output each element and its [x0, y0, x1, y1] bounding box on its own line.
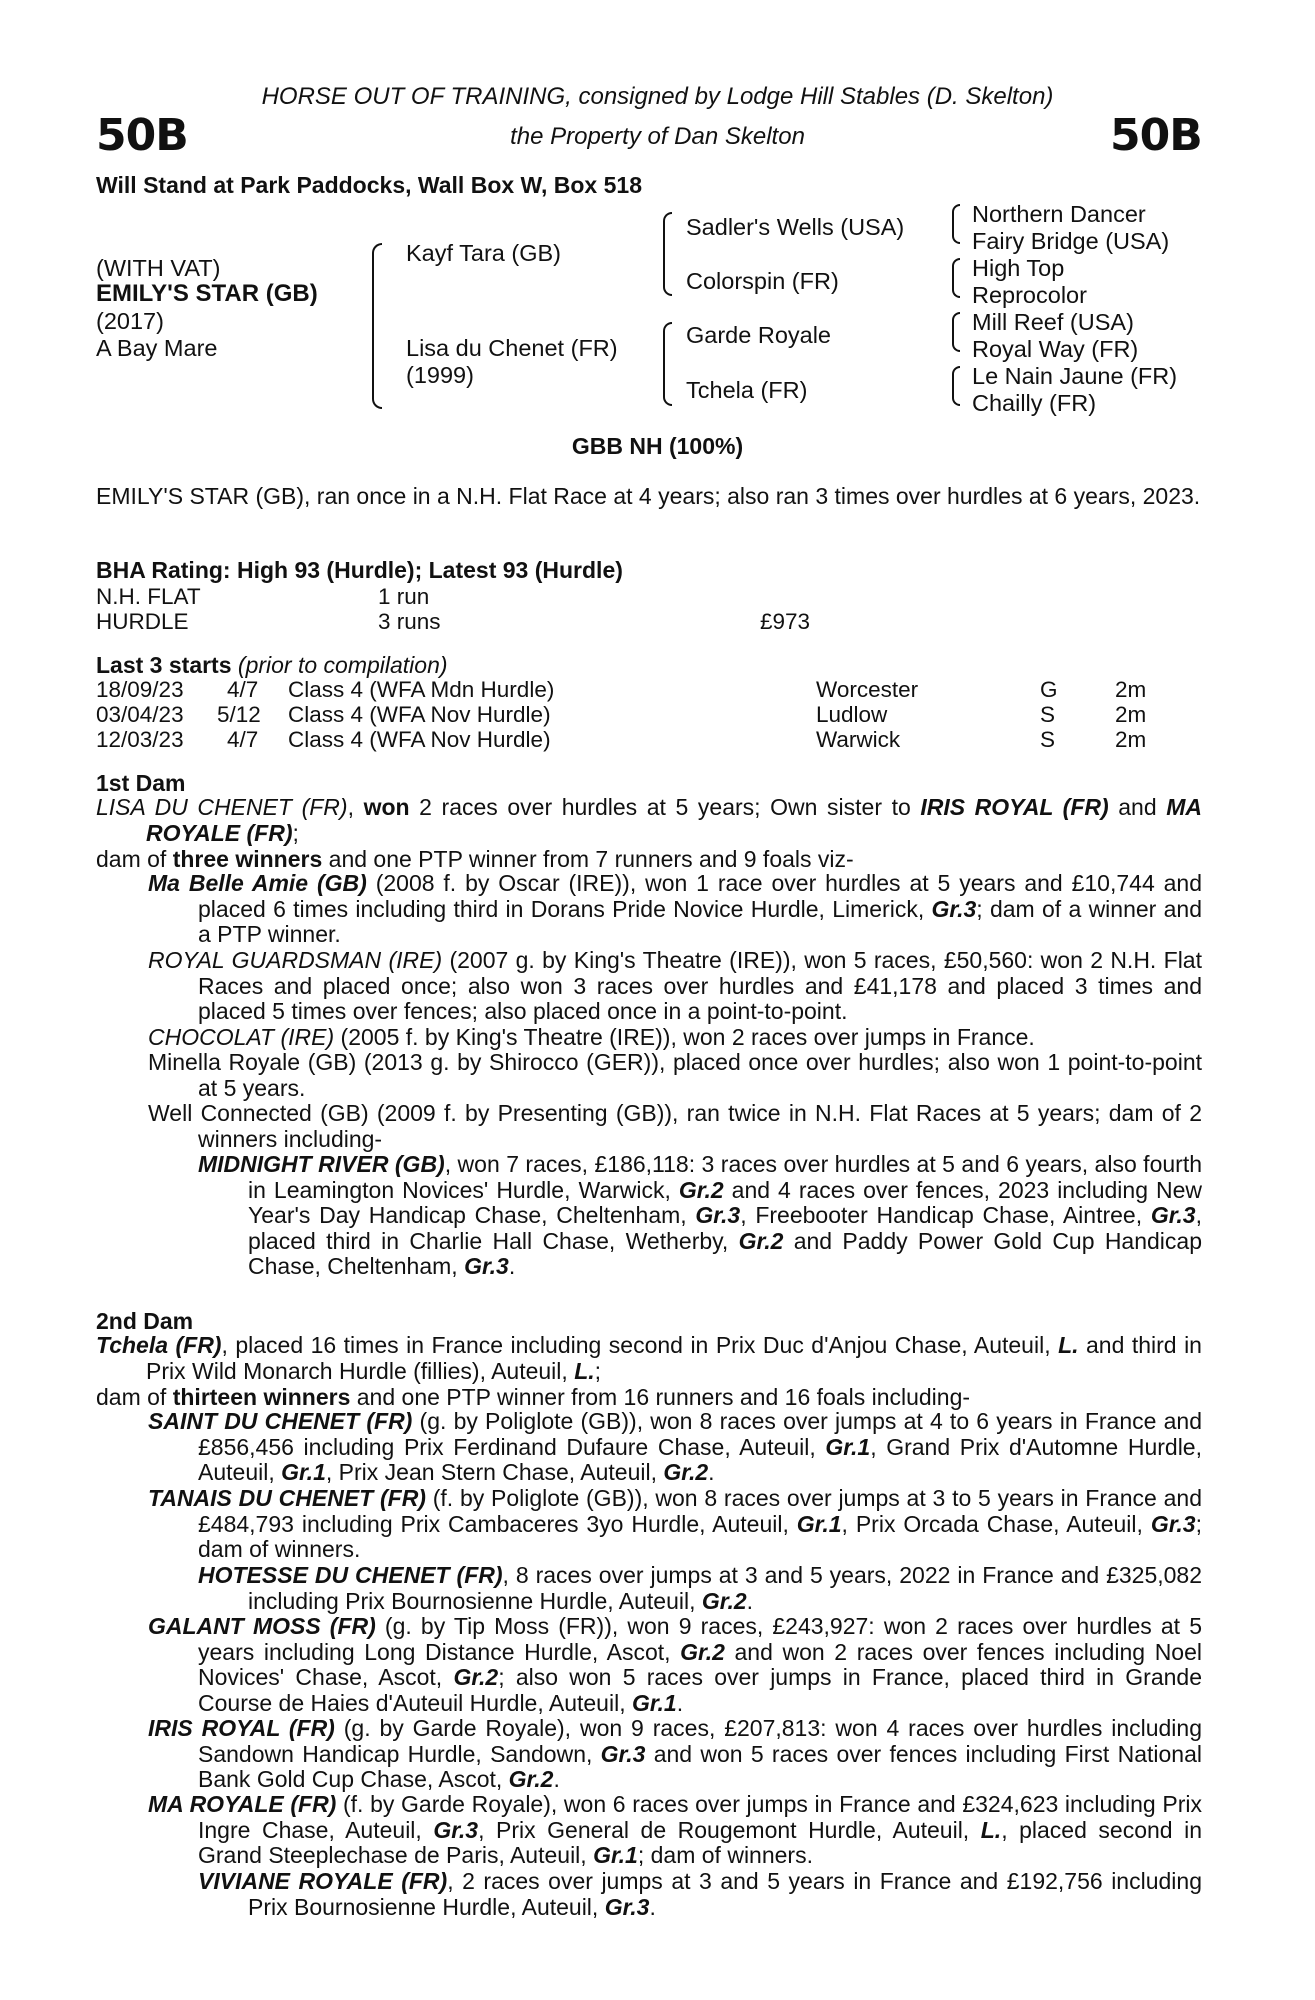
produce-name: SAINT DU CHENET (FR): [148, 1408, 413, 1434]
text: and one PTP winner from 16 runners and 16 foals including-: [350, 1384, 971, 1410]
winners-count: thirteen winners: [172, 1384, 351, 1410]
grade-label: Gr.1: [825, 1433, 871, 1460]
produce-name: ROYAL GUARDSMAN (IRE): [148, 947, 443, 973]
grade-label: Gr.3: [1150, 1510, 1196, 1537]
grade-label: Gr.3: [464, 1253, 509, 1279]
produce-name: MIDNIGHT RIVER (GB): [198, 1151, 445, 1177]
text: (g. by Tip Moss (FR)), won 9 races, £243,927: won 2 races over hurdles at 5 years including Long Distance Hurdle, Ascot,: [198, 1613, 1202, 1665]
text: , placed second in Grand Steeplechase de Paris, Auteuil,: [198, 1816, 1203, 1868]
produce-entry: [148, 1716, 1202, 1793]
start-going: G: [1040, 677, 1058, 702]
start-course: Warwick: [816, 727, 901, 752]
second-dam-heading: 2nd Dam: [96, 1308, 194, 1334]
text: (f. by Poliglote (GB)), won 8 races over jumps at 3 to 5 years in France and £484,793 including Prix Cambaceres 3yo Hurdle, Auteuil,: [198, 1485, 1202, 1537]
produce-entry: [148, 1792, 1202, 1869]
pedigree-sire: Kayf Tara (GB): [406, 240, 561, 266]
text: ;: [292, 819, 299, 846]
produce-entry: [148, 1025, 1202, 1051]
start-distance: 2m: [1115, 677, 1147, 702]
grade-label: Gr.2: [701, 1587, 747, 1614]
produce-entry: [148, 948, 1202, 1025]
start-date: 12/03/23: [96, 727, 184, 752]
grade-label: Gr.3: [1150, 1202, 1196, 1228]
produce-entry: [198, 1869, 1202, 1920]
rating-type: HURDLE: [96, 609, 189, 634]
pedigree-sss: Northern Dancer: [972, 201, 1146, 227]
start-date: 03/04/23: [96, 702, 184, 727]
start-race: Class 4 (WFA Mdn Hurdle): [288, 677, 555, 702]
grade-label: Gr.3: [604, 1893, 650, 1920]
text: (2008 f. by Oscar (IRE)), won 1 race over hurdles at 5 years and £10,744 and placed 6 times including third in Dorans Pride Novice Hurdle, Limerick,: [198, 870, 1202, 922]
brace-ss: [952, 204, 960, 244]
pedigree-dsd: Royal Way (FR): [972, 336, 1139, 362]
produce-entry: [148, 1486, 1202, 1563]
brace-main: [372, 243, 382, 409]
first-dam-intro: [96, 795, 1202, 846]
listed-label: L.: [574, 1357, 595, 1384]
text: , placed 16 times in France including second in Prix Duc d'Anjou Chase, Auteuil,: [221, 1332, 1059, 1358]
pedigree-sds: High Top: [972, 255, 1065, 281]
property-line: the Property of Dan Skelton: [510, 123, 805, 150]
text: and one PTP winner from 7 runners and 9 foals viz-: [322, 846, 854, 872]
sibling-name: MA ROYALE (FR): [146, 794, 1202, 846]
pedigree-sire-dam: Colorspin (FR): [686, 268, 839, 294]
start-race: Class 4 (WFA Nov Hurdle): [288, 702, 551, 727]
produce-entry: [148, 871, 1202, 948]
text: , 2 races over jumps at 3 and 5 years in France and £192,756 including Prix Bournosienne Hurdle, Auteuil,: [248, 1868, 1202, 1920]
summary: [96, 484, 1202, 510]
sibling-name: IRIS ROYAL (FR): [920, 794, 1109, 820]
start-race: Class 4 (WFA Nov Hurdle): [288, 727, 551, 752]
text: , won 7 races, £186,118: 3 races over hurdles at 5 and 6 years, also fourth in Leamington Novices' Hurdle, Warwick,: [248, 1151, 1202, 1203]
text: ,: [347, 794, 364, 820]
text: ; dam of winners.: [198, 1510, 1202, 1562]
start-course: Ludlow: [816, 702, 888, 727]
rating-type: N.H. FLAT: [96, 584, 201, 609]
start-position: 5/12: [217, 702, 261, 727]
pedigree-dam: Lisa du Chenet (FR): [406, 335, 618, 361]
brace-dam: [663, 322, 672, 406]
text: .: [746, 1587, 754, 1614]
start-going: S: [1040, 727, 1056, 752]
listed-label: L.: [980, 1816, 1002, 1843]
produce-entry: [198, 1152, 1202, 1280]
text: dam of: [96, 846, 173, 872]
pedigree-sire-sire: Sadler's Wells (USA): [686, 214, 905, 240]
produce-name: IRIS ROYAL (FR): [148, 1715, 335, 1741]
pedigree-dam-dam: Tchela (FR): [686, 377, 808, 403]
last-starts-note: (prior to compilation): [237, 652, 448, 678]
text: ; dam of winners.: [637, 1842, 813, 1868]
brace-dd: [952, 366, 960, 406]
brace-sire: [663, 212, 672, 296]
pedigree-dam-year: (1999): [406, 362, 474, 388]
last-starts-heading: [96, 652, 448, 679]
grade-label: Gr.2: [453, 1664, 499, 1690]
grade-label: Gr.1: [281, 1459, 326, 1485]
grade-label: Gr.2: [663, 1459, 709, 1485]
winners-count: three winners: [172, 846, 323, 872]
grade-label: Gr.2: [738, 1227, 784, 1254]
pedigree-sdd: Reprocolor: [972, 282, 1087, 308]
text: ;: [594, 1357, 602, 1384]
lot-number-right: 50B: [1110, 110, 1202, 161]
text: (f. by Garde Royale), won 6 races over jumps in France and £324,623 including Prix Ingre Chase, Auteuil,: [198, 1791, 1202, 1843]
produce-entry: [148, 1614, 1202, 1716]
won-label: won: [363, 794, 410, 820]
text: (2007 g. by King's Theatre (IRE)), won 5 races, £50,560: won 2 N.H. Flat Races and placed once; also won 3 races over hurdles and £41,178 and placed 3 times and placed 5 times over fences; also placed once in a point-to-point.: [198, 947, 1202, 1024]
listed-label: L.: [1058, 1332, 1079, 1358]
last-starts-title: Last 3 starts: [96, 652, 232, 678]
rating-runs: 3 runs: [378, 609, 441, 634]
stand-line: Will Stand at Park Paddocks, Wall Box W, Box 518: [96, 172, 642, 198]
produce-name: MA ROYALE (FR): [148, 1791, 337, 1817]
text: (g. by Garde Royale), won 9 races, £207,813: won 4 races over hurdles including Sandown Handicap Hurdle, Sandown,: [198, 1715, 1202, 1767]
text: .: [508, 1253, 516, 1279]
text: .: [649, 1893, 656, 1920]
gbb-rating: GBB NH (100%): [571, 433, 744, 459]
pedigree-dds: Le Nain Jaune (FR): [972, 363, 1178, 389]
produce-name: TANAIS DU CHENET (FR): [148, 1485, 426, 1511]
lot-number-left: 50B: [96, 110, 188, 161]
rating-prize: £973: [760, 609, 811, 634]
bha-rating-heading: BHA Rating: High 93 (Hurdle); Latest 93 (Hurdle): [96, 557, 623, 583]
text: , Prix General de Rougemont Hurdle, Auteuil,: [478, 1816, 981, 1843]
pedigree-dam-sire: Garde Royale: [686, 322, 831, 348]
pedigree-ssd: Fairy Bridge (USA): [972, 228, 1170, 254]
pedigree-ddd: Chailly (FR): [972, 390, 1097, 416]
text: and won 5 races over fences including First National Bank Gold Cup Chase, Ascot,: [198, 1740, 1202, 1792]
grade-label: Gr.1: [593, 1842, 638, 1868]
text: and 4 races over fences, 2023 including New Year's Day Handicap Chase, Cheltenham,: [248, 1176, 1203, 1228]
first-dam-produce-summary: [96, 846, 854, 873]
text: .: [708, 1459, 715, 1485]
grade-label: Gr.2: [680, 1638, 725, 1665]
grade-label: Gr.1: [631, 1689, 677, 1716]
grade-label: Gr.3: [600, 1740, 646, 1767]
horse-year: (2017): [96, 308, 164, 334]
start-going: S: [1040, 702, 1056, 727]
text: dam of: [96, 1384, 173, 1410]
grade-label: Gr.1: [796, 1510, 842, 1537]
start-date: 18/09/23: [96, 677, 184, 702]
second-dam-produce-summary: [96, 1384, 970, 1411]
vat-note: (WITH VAT): [96, 255, 221, 281]
produce-entry: [198, 1563, 1202, 1614]
produce-entry: [148, 1101, 1202, 1152]
brace-sd: [952, 258, 960, 298]
dam-name: LISA DU CHENET (FR): [96, 794, 348, 820]
text: ; also won 5 races over jumps in France, placed third in Grande Course de Haies d'Auteuil Hurdle, Auteuil,: [198, 1664, 1202, 1716]
rating-runs: 1 run: [378, 584, 430, 609]
produce-name: HOTESSE DU CHENET (FR): [198, 1562, 503, 1588]
text: and won 2 races over fences including Noel Novices' Chase, Ascot,: [198, 1638, 1202, 1690]
produce-entry: [148, 1050, 1202, 1101]
text: , Prix Jean Stern Chase, Auteuil,: [325, 1459, 664, 1485]
start-distance: 2m: [1115, 702, 1147, 727]
horse-description: A Bay Mare: [96, 335, 218, 361]
text: ; dam of a winner and a PTP winner.: [198, 895, 1202, 947]
second-dam-intro: [96, 1333, 1202, 1384]
text: and Paddy Power Gold Cup Handicap Chase, Cheltenham,: [248, 1227, 1202, 1279]
pedigree-dss: Mill Reef (USA): [972, 309, 1134, 335]
text: .: [553, 1766, 560, 1792]
text: , Freebooter Handicap Chase, Aintree,: [740, 1202, 1151, 1228]
text: , Grand Prix d'Automne Hurdle, Auteuil,: [198, 1433, 1202, 1485]
first-dam-heading: 1st Dam: [96, 770, 186, 796]
start-position: 4/7: [227, 727, 259, 752]
grade-label: Gr.3: [931, 895, 977, 922]
text: , Prix Orcada Chase, Auteuil,: [841, 1510, 1151, 1537]
start-distance: 2m: [1115, 727, 1147, 752]
produce-name: Ma Belle Amie (GB): [148, 870, 367, 896]
consignment-line: HORSE OUT OF TRAINING, consigned by Lodge Hill Stables (D. Skelton): [261, 83, 1054, 110]
produce-name: GALANT MOSS (FR): [148, 1613, 376, 1639]
horse-name: EMILY'S STAR (GB): [96, 280, 318, 307]
brace-ds: [952, 312, 960, 352]
text: 2 races over hurdles at 5 years; Own sister to: [409, 794, 921, 820]
text: (g. by Poliglote (GB)), won 8 races over jumps at 4 to 6 years in France and £856,456 including Prix Ferdinand Dufaure Chase, Auteuil,: [198, 1408, 1202, 1460]
produce-text: Minella Royale (GB) (2013 g. by Shirocco (GER)), placed once over hurdles; also won 1 point-to-point at 5 years.: [148, 1049, 1202, 1101]
produce-entry: [148, 1409, 1202, 1486]
grade-label: Gr.2: [678, 1176, 724, 1203]
produce-name: VIVIANE ROYALE (FR): [198, 1868, 448, 1894]
text: (2005 f. by King's Theatre (IRE)), won 2 races over jumps in France.: [334, 1024, 1035, 1050]
text: .: [676, 1689, 684, 1716]
grade-label: Gr.3: [433, 1816, 479, 1843]
text: , 8 races over jumps at 3 and 5 years, 2022 in France and £325,082 including Prix Bournosienne Hurdle, Auteuil,: [248, 1562, 1202, 1614]
produce-text: Well Connected (GB) (2009 f. by Presenting (GB)), ran twice in N.H. Flat Races at 5 years; dam of 2 winners including-: [148, 1100, 1202, 1152]
dam-name: Tchela (FR): [96, 1332, 222, 1358]
grade-label: Gr.2: [508, 1766, 554, 1792]
produce-name: CHOCOLAT (IRE): [148, 1024, 335, 1050]
text: and third in Prix Wild Monarch Hurdle (fillies), Auteuil,: [146, 1332, 1202, 1384]
summary-text: EMILY'S STAR (GB), ran once in a N.H. Flat Race at 4 years; also ran 3 times over hurdles at 6 years, 2023.: [96, 483, 1201, 509]
start-course: Worcester: [816, 677, 919, 702]
start-position: 4/7: [227, 677, 259, 702]
grade-label: Gr.3: [695, 1202, 741, 1228]
text: , placed third in Charlie Hall Chase, Wetherby,: [248, 1202, 1202, 1254]
text: and: [1108, 794, 1167, 820]
